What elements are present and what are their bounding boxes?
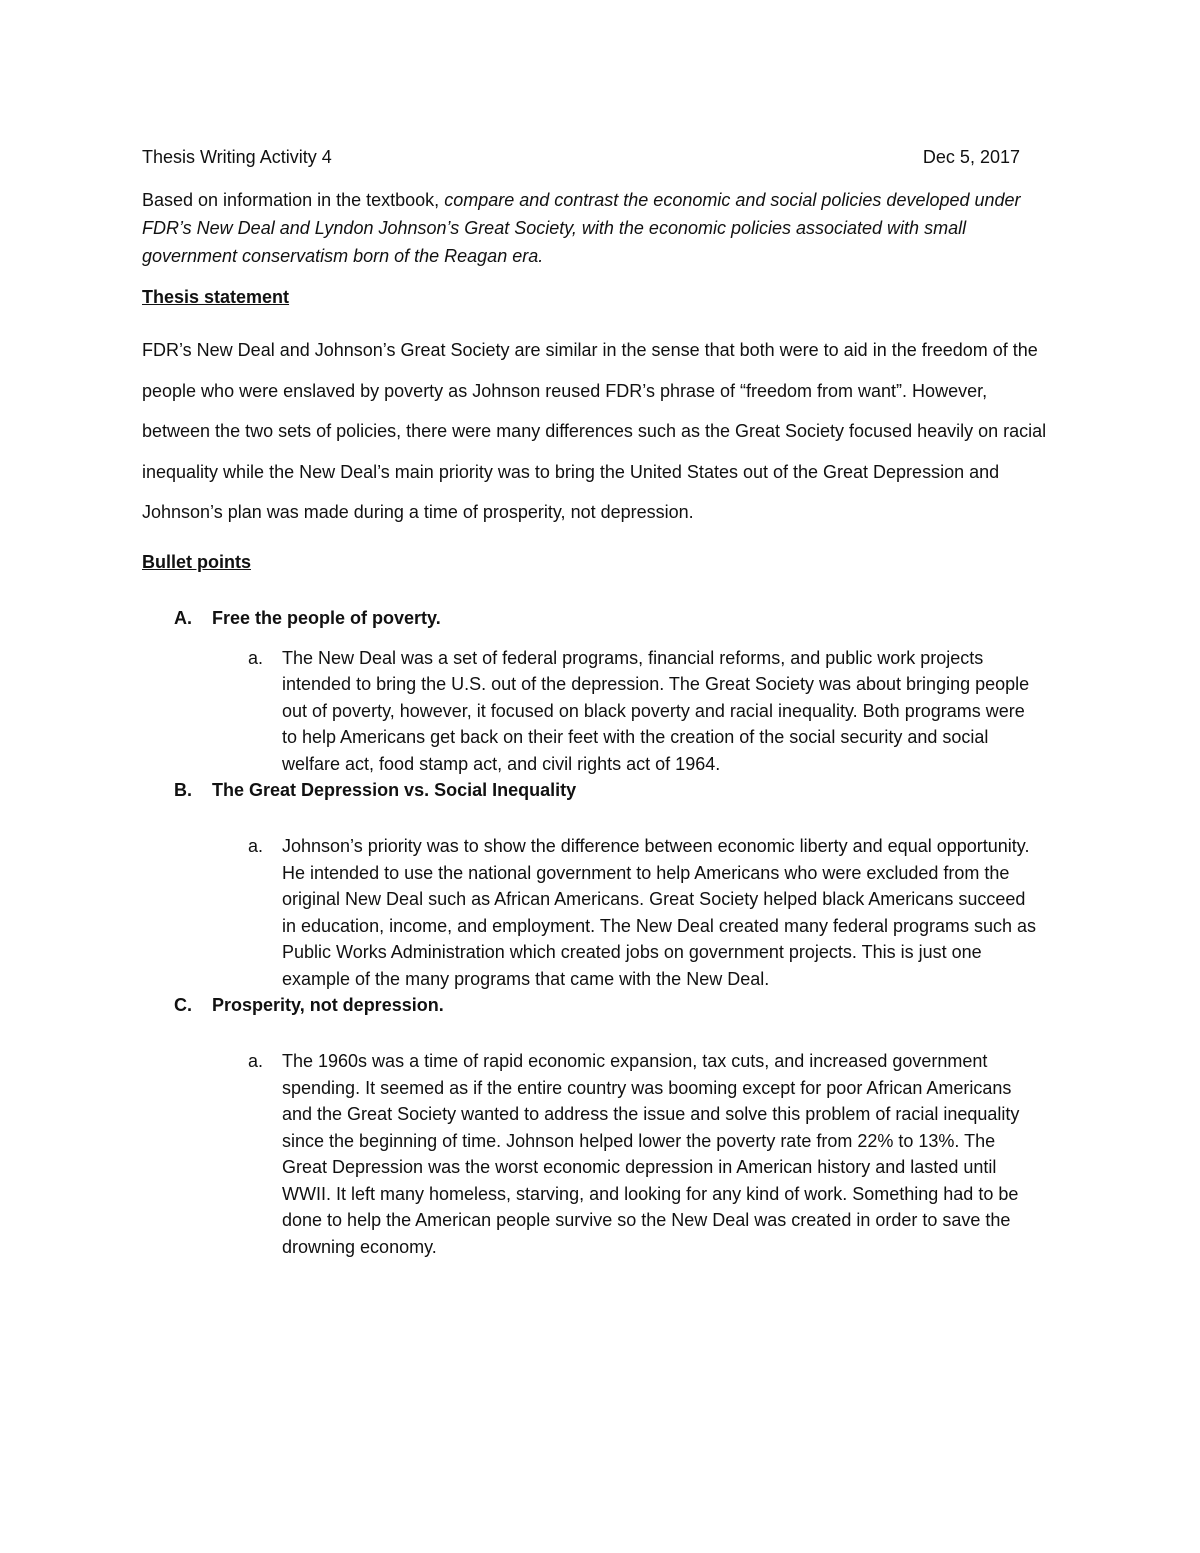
sub-bullet-marker: a. <box>248 836 264 856</box>
thesis-statement: FDR’s New Deal and Johnson’s Great Society are similar in the sense that both were to aid in the freedom of the people who were enslaved by poverty as Johnson reused FDR’s phrase of “freedom from want”. However, between the two sets of policies, there were many differences such as the Great Society focused heavily on racial inequality while the New Deal’s main priority was to bring the United States out of the Great Depression and Johnson’s plan was made during a time of prosperity, not depression. <box>142 340 1047 522</box>
bullet-marker: B. <box>174 780 192 800</box>
bullet-item-a <box>142 605 1057 778</box>
sub-bullet-item <box>142 1048 1042 1260</box>
bullet-title: Prosperity, not depression. <box>212 995 444 1015</box>
bullet-title: The Great Depression vs. Social Inequality <box>212 780 577 800</box>
bullet-title: Free the people of poverty. <box>212 607 441 628</box>
bullet-marker: C. <box>174 995 192 1015</box>
bullet-item-b <box>142 777 1057 992</box>
sub-bullet-text: Johnson’s priority was to show the difference between economic liberty and equal opportunity. He intended to use the national government to help Americans who were excluded from the original New Deal such as African Americans. Great Society helped black Americans succeed in education, income, and employment. The New Deal created many federal programs such as Public Works Administration which created jobs on government projects. This is just one example of the many programs that came with the New Deal. <box>282 836 1037 989</box>
bullet-item-c <box>142 992 1057 1260</box>
sub-bullet-text: The New Deal was a set of federal programs, financial reforms, and public work projects intended to bring the U.S. out of the depression. The Great Society was about bringing people out of poverty, however, it focused on black poverty and racial inequality. Both programs were to help Americans get back on their feet with the creation of the social security and social welfare act, food stamp act, and civil rights act of 1964. <box>282 647 1030 774</box>
bullet-points-heading: Bullet points <box>142 551 251 572</box>
bullet-list <box>142 605 1057 1261</box>
sub-bullet-item <box>142 833 1042 992</box>
document-header <box>142 144 1020 170</box>
sub-bullet-item <box>142 645 1042 778</box>
sub-bullet-marker: a. <box>248 1051 264 1071</box>
document-content <box>142 144 1057 1260</box>
prompt-intro: Based on information in the textbook, <box>142 190 445 210</box>
sub-bullet-marker: a. <box>248 647 264 668</box>
bullet-marker: A. <box>174 607 192 628</box>
document-title: Thesis Writing Activity 4 <box>142 147 332 167</box>
sub-bullet-text: The 1960s was a time of rapid economic expansion, tax cuts, and increased government spending. It seemed as if the entire country was booming except for poor African Americans and the Great Society wanted to address the issue and solve this problem of racial inequality since the beginning of time. Johnson helped lower the poverty rate from 22% to 13%. The Great Depression was the worst economic depression in American history and lasted until WWII. It left many homeless, starving, and looking for any kind of work. Something had to be done to help the American people survive so the New Deal was created in order to save the drowning economy. <box>282 1051 1020 1257</box>
prompt-question: compare and contrast the economic and social policies developed under FDR’s New Deal and Lyndon Johnson’s Great Society, with the economic policies associated with small government conservatism born of the Reagan era. <box>142 190 1021 266</box>
assignment-prompt <box>142 186 1052 270</box>
thesis-heading: Thesis statement <box>142 287 290 307</box>
document-date: Dec 5, 2017 <box>922 147 1020 167</box>
